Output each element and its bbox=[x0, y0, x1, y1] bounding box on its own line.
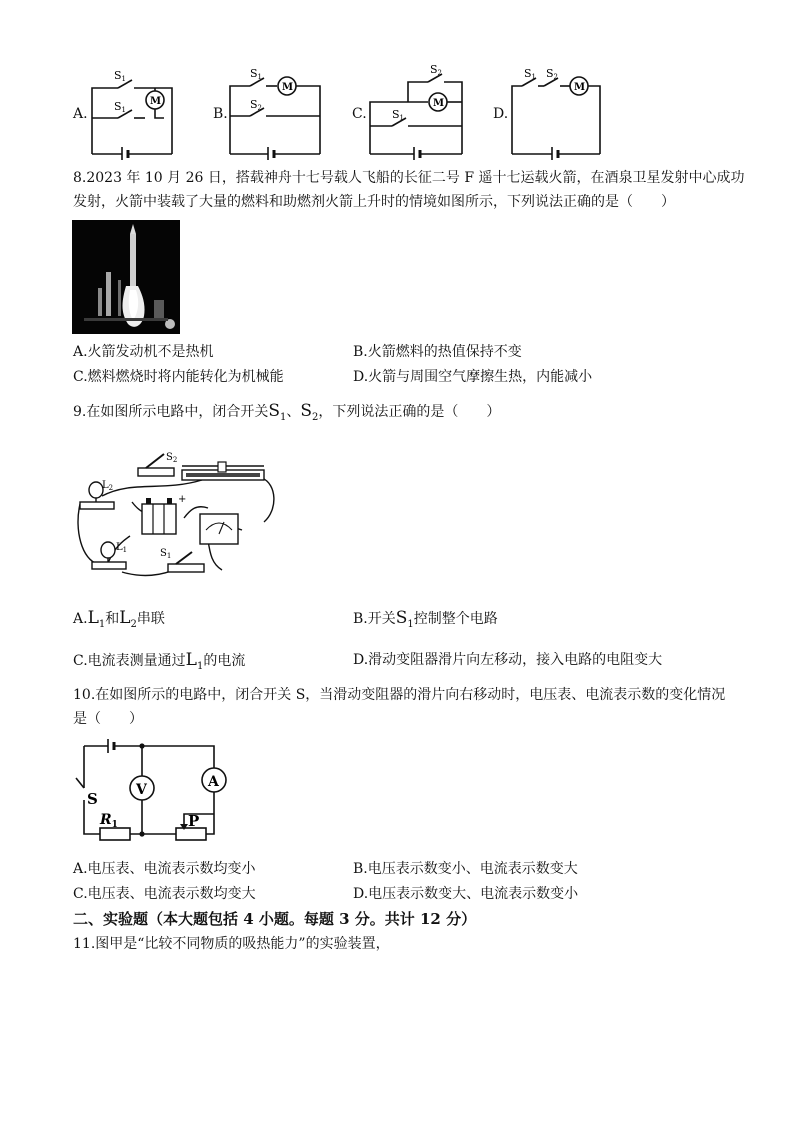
q8-stem-line1: 8.2023 年 10 月 26 日，搭载神舟十七号载人飞船的长征二号 F 遥十七运载火箭，在酒泉卫星发射中心成功 bbox=[73, 170, 745, 186]
q9-option-c: C.电流表测量通过$L_1$的电流 bbox=[73, 650, 246, 672]
q7d-motor-label: M bbox=[574, 82, 586, 93]
q11-stem-line1: 11.图甲是“比较不同物质的吸热能力”的实验装置， bbox=[73, 936, 390, 952]
q7-option-d-circuit-diagram bbox=[508, 66, 608, 160]
q7c-motor-label: M bbox=[433, 98, 445, 109]
q8-option-b: B.火箭燃料的热值保持不变 bbox=[353, 344, 522, 360]
q7b-s2-label: S2 bbox=[250, 98, 263, 112]
q10-option-b: B.电压表示数变小、电流表示数变大 bbox=[353, 861, 578, 877]
q10-option-d: D.电压表示数变大、电流表示数变小 bbox=[353, 886, 579, 902]
q7d-s1-label: S1 bbox=[524, 67, 537, 81]
q7-option-b-circuit-diagram bbox=[226, 66, 326, 160]
q9-fig-S2-label: $S_2$ bbox=[166, 452, 178, 464]
q7c-s2-label: S2 bbox=[430, 63, 443, 77]
q7-option-c-circuit-diagram bbox=[366, 62, 478, 160]
q9-stem: 9.在如图所示电路中，闭合开关$S_1$、$S_2$，下列说法正确的是（ ） bbox=[73, 401, 501, 423]
q7-option-a-label: A. bbox=[73, 106, 88, 122]
q7b-s1-label: S1 bbox=[250, 67, 263, 81]
q9-option-d: D.滑动变阻器滑片向左移动，接入电路的电阻变大 bbox=[353, 652, 663, 668]
q7-option-a-circuit-diagram bbox=[88, 66, 188, 160]
q7-option-b-label: B. bbox=[213, 106, 228, 122]
q10-fig-S-label: S bbox=[87, 790, 98, 808]
q9-fig-L2-label: $L_2$ bbox=[102, 480, 114, 492]
q9-fig-L1-label: $L_1$ bbox=[116, 542, 128, 554]
q9-fig-S1-label: $S_1$ bbox=[160, 548, 172, 560]
q10-fig-voltmeter-label: V bbox=[136, 782, 147, 798]
q10-fig-ammeter-label: A bbox=[208, 774, 219, 790]
q8-option-a: A.火箭发动机不是热机 bbox=[73, 344, 214, 360]
q8-option-c: C.燃料燃烧时将内能转化为机械能 bbox=[73, 369, 284, 385]
q10-stem-line2: 是（ ） bbox=[73, 711, 143, 727]
q10-option-a: A.电压表、电流表示数均变小 bbox=[73, 861, 256, 877]
q7a-motor-label: M bbox=[150, 96, 162, 107]
q7-option-d-label: D. bbox=[493, 106, 509, 122]
q10-option-c: C.电压表、电流表示数均变大 bbox=[73, 886, 256, 902]
q7b-motor-label: M bbox=[282, 82, 294, 93]
q9-option-a: $A.L_1$和$L_2$串联 bbox=[73, 608, 165, 630]
q10-circuit-diagram bbox=[72, 738, 232, 850]
q7c-s1-label: S1 bbox=[392, 108, 405, 122]
section-2-heading: 二、实验题（本大题包括 4 小题。每题 3 分。共计 12 分） bbox=[73, 910, 477, 928]
q8-option-d: D.火箭与周围空气摩擦生热，内能减小 bbox=[353, 369, 593, 385]
q7d-s2-label: S2 bbox=[546, 67, 559, 81]
q9-option-b: B.开关$S_1$控制整个电路 bbox=[353, 608, 498, 630]
q10-fig-R1-label: $R_1$ bbox=[100, 812, 118, 830]
q7-option-c-label: C. bbox=[352, 106, 367, 122]
q9-physical-circuit-figure bbox=[72, 440, 288, 580]
q7a-s2-label: S1 bbox=[114, 100, 127, 114]
q8-stem-line2: 发射，火箭中装载了大量的燃料和助燃剂火箭上升时的情境如图所示，下列说法正确的是（ ） bbox=[73, 194, 675, 210]
q9-fig-plus-label: + bbox=[178, 494, 187, 505]
q10-stem-line1: 10.在如图所示的电路中，闭合开关 S，当滑动变阻器的滑片向右移动时，电压表、电流表示数的变化情况 bbox=[73, 687, 726, 703]
q7a-s1-label: S1 bbox=[114, 69, 127, 83]
q10-fig-P-label: P bbox=[188, 812, 200, 830]
rocket-launch-photo bbox=[72, 220, 180, 334]
